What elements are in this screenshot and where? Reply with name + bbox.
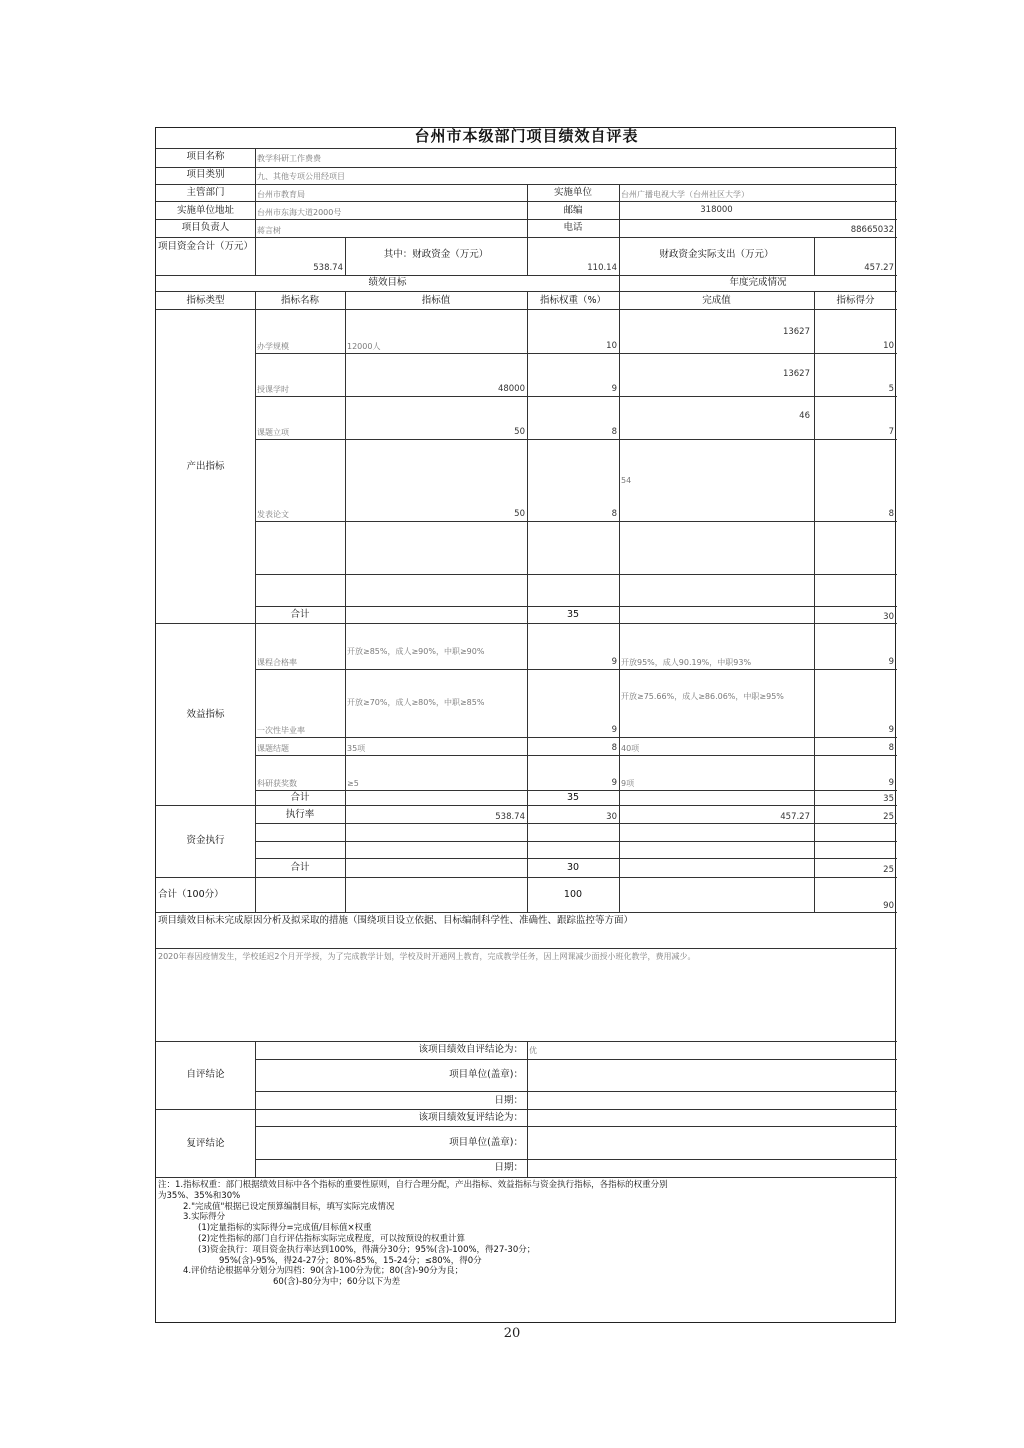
indicator-done: 46 [799, 411, 810, 421]
exec-rate-score: 25 [883, 812, 894, 822]
note-line: 为35%、35%和30% [158, 1190, 241, 1201]
output-subtotal-score: 30 [883, 612, 894, 622]
indicator-name: 一次性毕业率 [257, 726, 305, 735]
note-line: 95%(含)-95%，得24-27分；80%-85%，15-24分；≤80%，得0分 [219, 1255, 482, 1266]
grid-line [255, 396, 897, 397]
grid-line [255, 521, 897, 522]
fiscal: 110.14 [587, 263, 617, 273]
self-eval-conclusion-label: 该项目绩效自评结论为： [418, 1044, 523, 1055]
project-type-label: 项目类别 [186, 169, 225, 180]
indicator-name: 课题立项 [257, 428, 289, 437]
funds-subtotal-weight: 30 [566, 862, 580, 873]
output-label: 产出指标 [186, 461, 225, 472]
output-subtotal-label: 合计 [290, 609, 310, 620]
grid-line [156, 1177, 897, 1178]
col-score: 指标得分 [836, 295, 875, 306]
indicator-score: 10 [883, 341, 894, 351]
indicator-value: ≥5 [347, 779, 359, 788]
exec-rate-label: 执行率 [285, 809, 315, 820]
grid-line [527, 291, 528, 912]
note-line: 3.实际得分 [183, 1212, 226, 1223]
col-done: 完成值 [702, 295, 731, 306]
postcode: 318000 [700, 205, 733, 215]
project-name-label: 项目名称 [186, 151, 225, 162]
postcode-label: 邮编 [563, 205, 583, 216]
grid-line [527, 1041, 528, 1177]
note-line: (2)定性指标的部门自行评估指标实际完成程度，可以按预设的权重计算 [198, 1234, 466, 1244]
review-label: 复评结论 [186, 1138, 225, 1149]
indicator-weight: 9 [611, 384, 617, 394]
exec-rate-weight: 30 [606, 812, 617, 822]
impl-unit-label: 实施单位 [553, 187, 592, 198]
grid-line [345, 291, 346, 912]
leader: 蒋言树 [257, 226, 281, 235]
benefit-subtotal-score: 35 [883, 794, 894, 804]
indicator-score: 9 [888, 725, 894, 735]
grid-line [255, 755, 897, 756]
phone-label: 电话 [563, 222, 583, 233]
col-weight: 指标权重（%） [539, 295, 607, 306]
col-value: 指标值 [421, 295, 451, 306]
grid-line [156, 148, 897, 149]
grid-line [619, 291, 620, 912]
grid-line [156, 275, 897, 276]
grid-line [255, 858, 897, 859]
authority-label: 主管部门 [186, 187, 225, 198]
grid-line [255, 841, 897, 842]
benefit-subtotal-weight: 35 [566, 792, 580, 803]
col-name: 指标名称 [280, 295, 319, 306]
grid-line [255, 439, 897, 440]
indicator-done: 40项 [621, 744, 640, 753]
note-line: 60(含)-80分为中；60分以下为差 [273, 1277, 401, 1288]
fiscal-label: 其中：财政资金（万元） [383, 249, 489, 260]
funds-subtotal-score: 25 [883, 865, 894, 875]
indicator-score: 8 [888, 743, 894, 753]
note-line: (3)资金执行：项目资金执行率达到100%，得满分30分；95%(含)-100%，得27-30分； [198, 1244, 536, 1255]
exec-rate-done: 457.27 [780, 812, 810, 822]
indicator-done: 9项 [621, 779, 635, 788]
fund-total: 538.74 [313, 263, 343, 273]
grid-line [255, 669, 897, 670]
total-label: 合计（100分） [158, 889, 224, 900]
authority: 台州市教育局 [257, 190, 305, 199]
project-name: 教学科研工作费费 [257, 154, 321, 163]
reason-label: 项目绩效目标未完成原因分析及拟采取的措施（围绕项目设立依据、目标编制科学性、准确性、跟踪监控等方面） [158, 915, 634, 926]
indicator-weight: 9 [611, 657, 617, 667]
grid-line [255, 148, 256, 275]
indicator-value: 35项 [347, 744, 366, 753]
total-weight: 100 [563, 889, 583, 900]
col-type: 指标类型 [186, 295, 225, 306]
indicator-value: 开放≥85%，成人≥90%，中职≥90% [347, 647, 485, 656]
output-subtotal-weight: 35 [566, 609, 580, 620]
exec-rate-value: 538.74 [495, 812, 525, 822]
indicator-value: 50 [514, 427, 525, 437]
indicator-name: 发表论文 [257, 510, 289, 519]
grid-line [814, 237, 815, 275]
grid-line [255, 737, 897, 738]
grid-line [156, 912, 897, 913]
grid-line [255, 1126, 897, 1127]
benefit-subtotal-label: 合计 [290, 792, 310, 803]
impl-unit: 台州广播电视大学（台州社区大学） [621, 190, 749, 199]
grid-line [156, 167, 897, 168]
note-line: 2."完成值"根据已设定预算编制目标，填写实际完成情况 [183, 1201, 395, 1212]
indicator-name: 课题结题 [257, 744, 289, 753]
note-line: (1)定量指标的实际得分=完成值/目标值×权重 [198, 1223, 372, 1234]
grid-line [255, 606, 897, 607]
fund-total-label: 项目资金合计（万元） [158, 241, 254, 252]
indicator-done: 开放≥75.66%，成人≥86.06%，中职≥95% [621, 692, 784, 701]
note-line: 4.评价结论根据单分划分为四档：90(含)-100分为优；80(含)-90分为良； [183, 1266, 464, 1277]
indicator-name: 课程合格率 [257, 658, 297, 667]
grid-line [255, 1059, 897, 1060]
indicator-done: 54 [621, 476, 632, 485]
grid-line [156, 948, 897, 949]
indicator-weight: 8 [611, 509, 617, 519]
indicator-weight: 8 [611, 427, 617, 437]
indicator-name: 办学规模 [257, 342, 289, 351]
review-unit-label: 项目单位(盖章)： [449, 1137, 523, 1148]
indicator-weight: 9 [611, 778, 617, 788]
grid-line [255, 790, 897, 791]
indicator-done: 13627 [782, 369, 810, 379]
review-conclusion-label: 该项目绩效复评结论为： [418, 1112, 523, 1123]
indicator-weight: 10 [606, 341, 617, 351]
address-label: 实施单位地址 [176, 205, 234, 216]
evaluation-table [155, 127, 896, 1323]
target-heading: 绩效目标 [368, 277, 407, 288]
grid-line [255, 574, 897, 575]
indicator-done: 13627 [782, 327, 810, 337]
table-title: 台州市本级部门项目绩效自评表 [414, 127, 639, 145]
reason-text: 2020年春因疫情发生，学校延迟2个月开学授，为了完成教学计划，学校及时开通网上教育，完成教学任务，因上网课减少面授小班化教学，费用减少。 [158, 952, 696, 961]
grid-line [255, 1159, 897, 1160]
self-eval-unit-label: 项目单位(盖章)： [449, 1069, 523, 1080]
funds-label: 资金执行 [186, 835, 225, 846]
grid-line [255, 823, 897, 824]
phone: 88665032 [850, 225, 894, 235]
note-line: 注：1.指标权重：部门根据绩效目标中各个指标的重要性原则，自行合理分配，产出指标、效益指标与资金执行指标，各指标的权重分别 [158, 1180, 668, 1190]
self-eval-date-label: 日期： [494, 1095, 523, 1106]
grid-line [619, 237, 620, 275]
review-date-label: 日期： [494, 1162, 523, 1173]
fiscal-spent-label: 财政资金实际支出（万元） [659, 249, 774, 260]
indicator-score: 9 [888, 778, 894, 788]
indicator-score: 9 [888, 657, 894, 667]
funds-subtotal-label: 合计 [290, 862, 310, 873]
page-number: 20 [503, 1326, 521, 1341]
self-eval-conclusion: 优 [529, 1046, 537, 1055]
project-type: 九、其他专项公用经项目 [257, 172, 345, 181]
benefit-label: 效益指标 [186, 709, 225, 720]
indicator-weight: 8 [611, 743, 617, 753]
indicator-name: 授课学时 [257, 385, 289, 394]
leader-label: 项目负责人 [181, 222, 230, 233]
indicator-name: 科研获奖数 [257, 779, 297, 788]
indicator-score: 7 [888, 427, 894, 437]
grid-line [814, 291, 815, 912]
indicator-weight: 9 [611, 725, 617, 735]
indicator-done: 开放95%，成人90.19%，中职93% [621, 658, 752, 667]
total-score: 90 [883, 901, 894, 911]
grid-line [527, 237, 528, 275]
grid-line [255, 353, 897, 354]
actual-heading: 年度完成情况 [729, 277, 787, 288]
indicator-score: 5 [888, 384, 894, 394]
indicator-value: 48000 [497, 384, 525, 394]
grid-line [255, 1091, 897, 1092]
address: 台州市东海大道2000号 [257, 208, 342, 217]
indicator-score: 8 [888, 509, 894, 519]
self-eval-label: 自评结论 [186, 1069, 225, 1080]
indicator-value: 12000人 [347, 342, 381, 351]
grid-line [345, 237, 346, 275]
indicator-value: 开放≥70%，成人≥80%，中职≥85% [347, 698, 485, 707]
grid-line [255, 1041, 256, 1177]
fiscal-spent: 457.27 [864, 263, 894, 273]
indicator-value: 50 [514, 509, 525, 519]
